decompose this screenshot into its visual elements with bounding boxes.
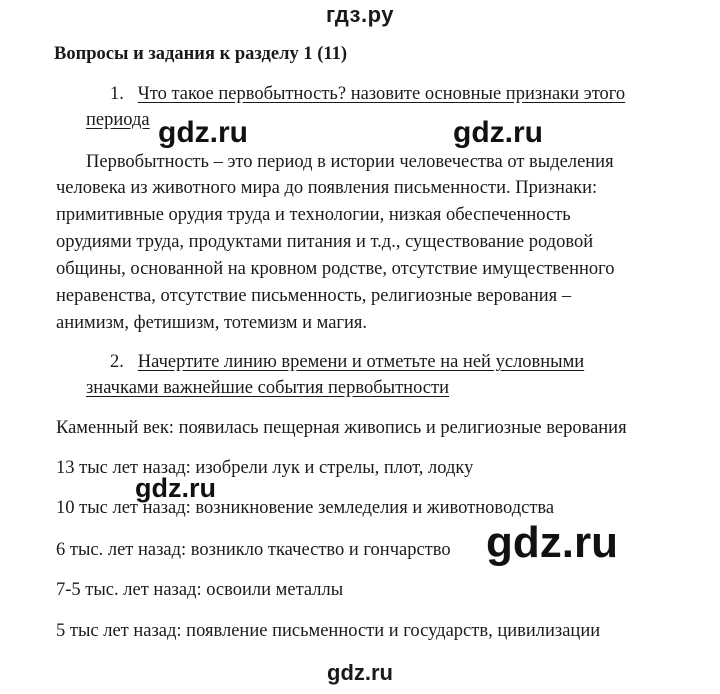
question-1-number: 1. [110,84,124,104]
timeline-item: 13 тыс лет назад: изобрели лук и стрелы, плот, лодку [56,458,474,478]
timeline-item: 10 тыс лет назад: возникновение земледелия и животноводства [56,498,555,518]
question-2-line-1 [110,352,584,373]
watermark: gdz.ru [135,473,216,503]
question-2-text-line-2: значками важнейшие события первобытности [86,378,449,398]
section-heading: Вопросы и задания к разделу 1 (11) [54,44,348,64]
answer-1-line: общины, основанной на кровном родстве, отсутствие имущественного [56,259,615,279]
watermark: gdz.ru [453,116,543,149]
answer-1-line: человека из животного мира до появления письменности. Признаки: [56,178,598,198]
answer-1-line: анимизм, фетишизм, тотемизм и магия. [56,313,368,333]
question-2-line-2 [86,378,449,399]
question-2-text-line-1: Начертите линию времени и отметьте на ней условными [137,352,585,372]
question-2-number: 2. [110,352,124,372]
answer-1-line: Первобытность – это период в истории человечества от выделения [86,152,614,172]
timeline-item: 6 тыс. лет назад: возникло ткачество и гончарство [56,540,451,560]
question-1-line-1 [110,84,625,105]
watermark: gdz.ru [158,116,248,149]
site-header-logo: гдз.ру [326,2,394,27]
timeline-item: Каменный век: появилась пещерная живопись и религиозные верования [56,418,627,438]
answer-1-line: орудиями труда, продуктами питания и т.д., существование родовой [56,232,594,252]
timeline-item: 7-5 тыс. лет назад: освоили металлы [56,580,344,600]
watermark: gdz.ru [486,518,618,567]
question-1-text-line-1: Что такое первобытность? назовите основные признаки этого [137,84,626,104]
answer-1-line: неравенства, отсутствие письменность, религиозные верования – [56,286,572,306]
timeline-item: 5 тыс лет назад: появление письменности и государств, цивилизации [56,621,601,641]
question-1-text-line-2: периода [86,110,150,130]
site-footer-logo: gdz.ru [327,660,393,685]
answer-1-line: примитивные орудия труда и технологии, низкая обеспеченность [56,205,571,225]
question-1-line-2 [86,110,150,131]
